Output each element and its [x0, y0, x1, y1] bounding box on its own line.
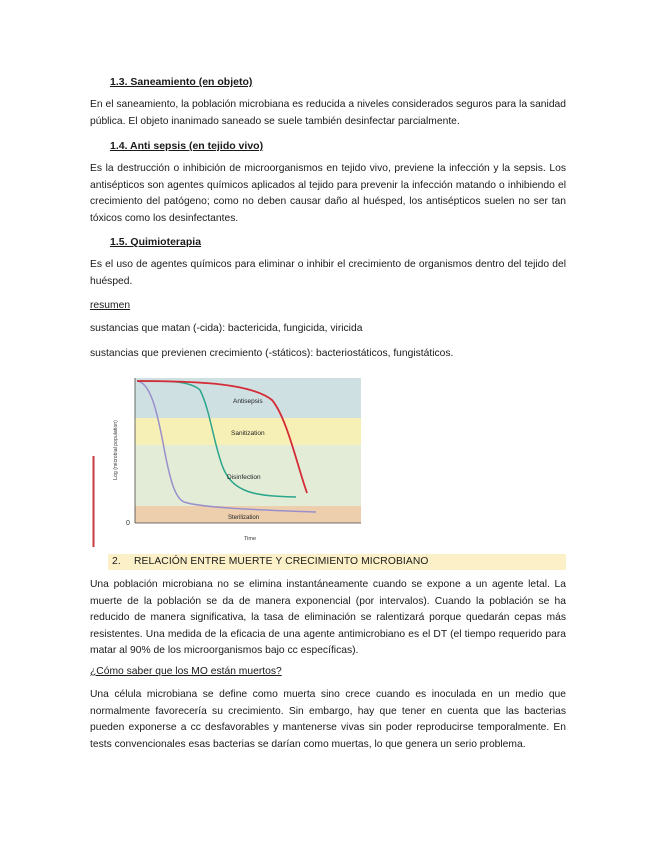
paragraph-antisepsis: Es la destrucción o inhibición de microorganismos en tejido vivo, previene la infección y la sepsis. Los antisépticos son agentes químicos aplicados al tejido para prevenir la infección matando o inhibiendo el crecimiento del patógeno; como no deben causar daño al huésped, los antisépticos suelen no ser tan tóxicos como los desinfectantes.	[90, 163, 566, 224]
band-label-sterilization: Sterilization	[228, 515, 260, 521]
summary-line-cida: sustancias que matan (-cida): bactericida, fungicida, viricida	[90, 323, 363, 334]
band-label-sanitization: Sanitization	[231, 430, 265, 437]
section-2-number: 2.	[112, 556, 121, 567]
summary-heading: resumen	[90, 300, 131, 311]
paragraph-quimioterapia: Es el uso de agentes químicos para eliminar o inhibir el crecimiento de organismos dentro del tejido del huésped.	[90, 259, 566, 287]
y-zero-tick-label: 0	[126, 520, 130, 527]
band-label-antisepsis: Antisepsis	[233, 398, 263, 405]
chart-svg	[92, 370, 372, 548]
microbial-death-chart	[92, 370, 372, 548]
paragraph-muerte-crecimiento: Una población microbiana no se elimina instantáneamente cuando se expone a un agente letal. La muerte de la población se da de manera exponencial (por intervalos). Cuando la población se ha reducido de manera significativa, la tasa de eliminación se ralentizará porque quedarán cepas más resistentes. Una medida de la eficacia de una agente antimicrobiano es el DT (el tiempo requerido para matar al 90% de los microorganismos bajo cc específicas).	[90, 579, 566, 656]
x-axis-label: Time	[244, 536, 257, 542]
heading-antisepsis: 1.4. Anti sepsis (en tejido vivo)	[110, 140, 264, 152]
paragraph-saneamiento: En el saneamiento, la población microbiana es reducida a niveles considerados seguros para la sanidad pública. El objeto inanimado saneado se suele también desinfectar parcialmente.	[90, 99, 566, 127]
heading-quimioterapia: 1.5. Quimioterapia	[110, 236, 202, 248]
paragraph-muerte-definicion: Una célula microbiana se define como muerta sino crece cuando es inoculada en un medio que normalmente favorecería su crecimiento. Sin embargo, hay que tener en cuenta que las bacterias pueden exponerse a cc desfavorables y mantenerse vivas sin poder reproducirse temporalmente. En tests convencionales esas bacterias se darían como muertas, lo que genera un serio problema.	[90, 689, 566, 750]
section-2-heading	[108, 554, 566, 570]
y-axis-label: Log (microbial population)	[113, 420, 119, 480]
band-label-disinfection: Disinfection	[227, 474, 261, 481]
section-2-title: RELACIÓN ENTRE MUERTE Y CRECIMIENTO MICROBIANO	[134, 556, 429, 567]
summary-line-staticos: sustancias que previenen crecimiento (-státicos): bacteriostáticos, fungistáticos.	[90, 348, 454, 359]
dead-question-heading: ¿Cómo saber que los MO están muertos?	[90, 666, 282, 677]
heading-saneamiento: 1.3. Saneamiento (en objeto)	[110, 76, 253, 88]
